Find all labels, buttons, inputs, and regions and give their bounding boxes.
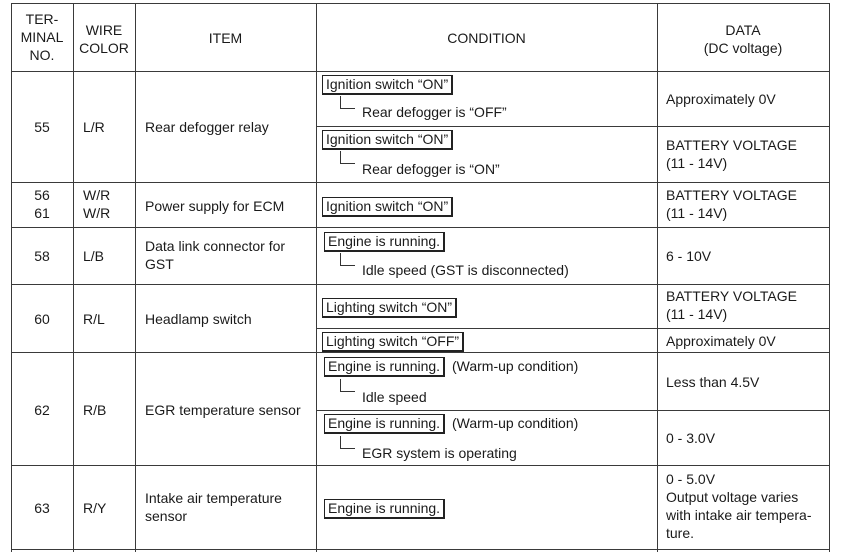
condition-detail: Rear defogger is “ON” bbox=[362, 161, 500, 177]
row-divider bbox=[11, 182, 830, 183]
condition-box: Ignition switch “ON” bbox=[322, 197, 453, 217]
condition-hook bbox=[340, 253, 355, 266]
condition-box: Engine is running. bbox=[324, 414, 445, 434]
header-item: ITEM bbox=[208, 30, 243, 46]
condition-box: Lighting switch “ON” bbox=[322, 298, 457, 318]
condition-box: Engine is running. bbox=[324, 499, 445, 519]
column-divider bbox=[657, 3, 658, 552]
data-value: 0 - 3.0V bbox=[666, 430, 716, 446]
item-name: Power supply for ECM bbox=[145, 198, 285, 214]
data-value: Approximately 0V bbox=[666, 333, 776, 349]
terminal-number: 55 bbox=[34, 119, 50, 135]
condition-box: Engine is running. bbox=[324, 357, 445, 377]
item-name: Headlamp switch bbox=[145, 311, 252, 327]
row-divider bbox=[11, 549, 830, 550]
header-condition: CONDITION bbox=[447, 30, 526, 46]
condition-hook bbox=[340, 436, 355, 449]
item-name: EGR temperature sensor bbox=[145, 402, 301, 418]
data-value: 0 - 5.0V Output voltage varies with intake air tempera- ture. bbox=[666, 471, 812, 541]
row-divider bbox=[11, 465, 830, 466]
column-divider bbox=[73, 3, 74, 552]
terminal-number: 62 bbox=[34, 402, 50, 418]
wire-color: R/B bbox=[83, 402, 107, 418]
wire-color: L/R bbox=[83, 119, 105, 135]
item-name: Intake air temperature sensor bbox=[145, 490, 282, 524]
condition-detail: Idle speed (GST is disconnected) bbox=[362, 262, 569, 278]
row-divider bbox=[11, 3, 830, 4]
item-name: Data link connector for GST bbox=[145, 238, 286, 272]
row-divider bbox=[11, 227, 830, 228]
condition-hook bbox=[340, 379, 355, 392]
header-wire-color: WIRE COLOR bbox=[79, 22, 129, 56]
condition-divider bbox=[316, 328, 830, 329]
terminal-number: 60 bbox=[34, 311, 50, 327]
item-name: Rear defogger relay bbox=[145, 119, 269, 135]
condition-hook bbox=[340, 96, 355, 109]
row-divider bbox=[11, 352, 830, 353]
wire-color: W/R W/R bbox=[83, 187, 111, 221]
data-value: Less than 4.5V bbox=[666, 374, 760, 390]
wire-color: R/L bbox=[83, 311, 105, 327]
condition-hook bbox=[340, 151, 355, 164]
data-value: BATTERY VOLTAGE (11 - 14V) bbox=[666, 288, 797, 322]
header-terminal: TER- MINAL NO. bbox=[20, 11, 64, 63]
condition-note: (Warm-up condition) bbox=[452, 358, 579, 374]
data-value: Approximately 0V bbox=[666, 91, 776, 107]
condition-box: Lighting switch “OFF” bbox=[322, 332, 464, 352]
row-divider bbox=[11, 71, 830, 72]
terminal-number: 58 bbox=[34, 248, 50, 264]
condition-note: (Warm-up condition) bbox=[452, 415, 579, 431]
data-value: 6 - 10V bbox=[666, 248, 712, 264]
terminal-number: 63 bbox=[34, 500, 50, 516]
condition-detail: Rear defogger is “OFF” bbox=[362, 104, 507, 120]
wire-color: L/B bbox=[83, 248, 105, 264]
wire-color: R/Y bbox=[83, 500, 107, 516]
condition-divider bbox=[316, 410, 830, 411]
data-value: BATTERY VOLTAGE (11 - 14V) bbox=[666, 187, 797, 221]
condition-detail: Idle speed bbox=[362, 389, 427, 405]
condition-divider bbox=[316, 126, 830, 127]
column-divider bbox=[135, 3, 136, 552]
table-border-right bbox=[829, 3, 830, 552]
condition-detail: EGR system is operating bbox=[362, 445, 517, 461]
table-border-left bbox=[11, 3, 12, 552]
condition-box: Engine is running. bbox=[324, 232, 445, 252]
column-divider bbox=[316, 3, 317, 552]
condition-box: Ignition switch “ON” bbox=[322, 130, 453, 150]
header-data: DATA (DC voltage) bbox=[703, 22, 783, 56]
data-value: BATTERY VOLTAGE (11 - 14V) bbox=[666, 137, 797, 171]
row-divider bbox=[11, 284, 830, 285]
terminal-number: 56 61 bbox=[34, 187, 50, 221]
condition-box: Ignition switch “ON” bbox=[322, 75, 453, 95]
